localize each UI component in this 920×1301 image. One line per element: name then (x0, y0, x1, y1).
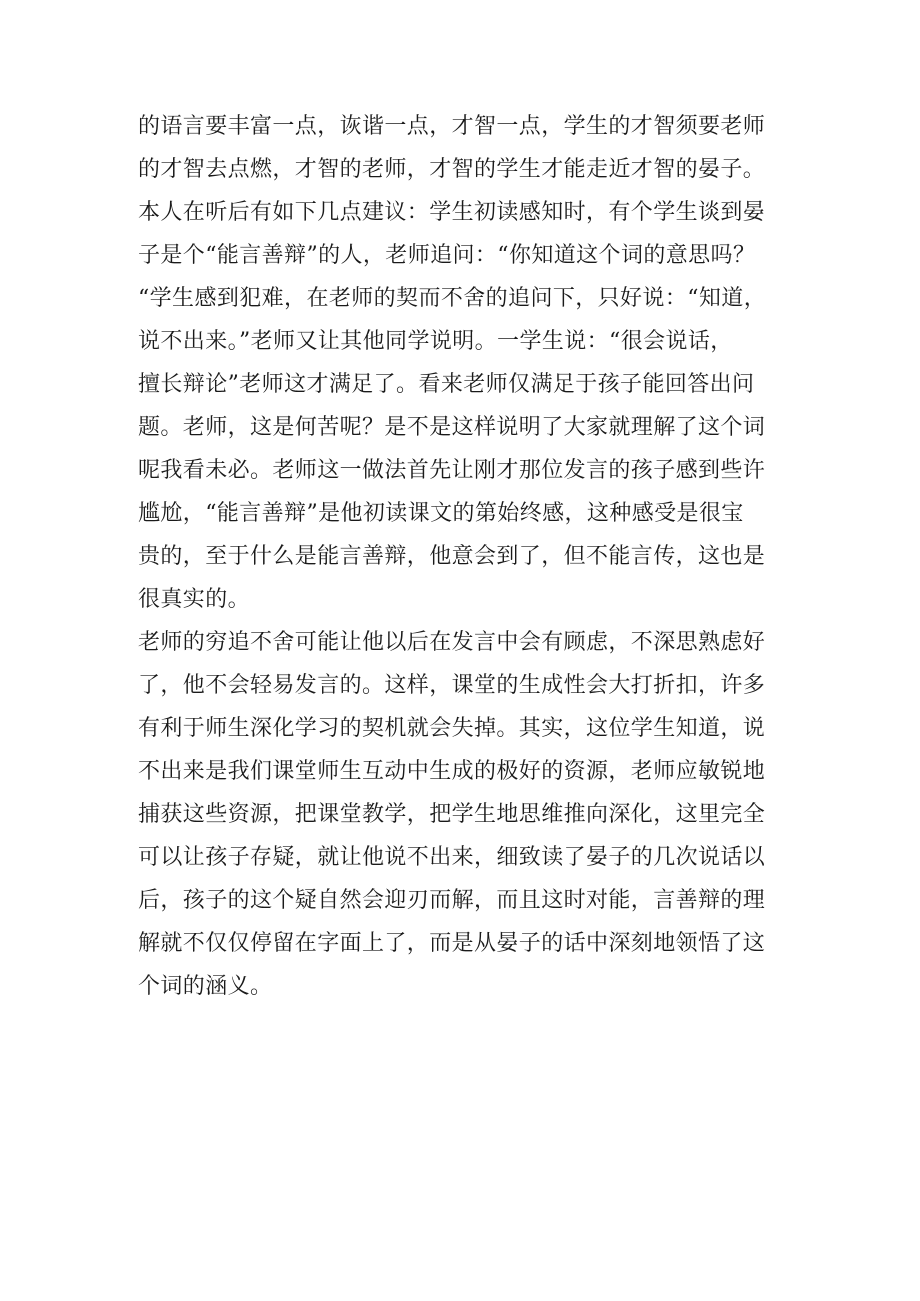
text-line: 后，孩子的这个疑自然会迎刃而解，而且这时对能，言善辩的理 (138, 888, 766, 913)
text-line: 说不出来。”老师又让其他同学说明。一学生说：“很会说话， (138, 329, 733, 354)
text-line: 个词的涵义。 (138, 974, 273, 999)
text-line: 本人在听后有如下几点建议：学生初读感知时，有个学生谈到晏 (138, 200, 766, 225)
text-line: 不出来是我们课堂师生互动中生成的极好的资源，老师应敏锐地 (138, 759, 766, 784)
text-line: 很真实的。 (138, 587, 251, 612)
text-line: 有利于师生深化学习的契机就会失掉。其实，这位学生知道，说 (138, 716, 766, 741)
body-text (138, 105, 798, 1008)
text-line: 贵的，至于什么是能言善辩，他意会到了，但不能言传，这也是 (138, 544, 766, 569)
text-line: 尴尬，“能言善辩”是他初读课文的第始终感，这种感受是很宝 (138, 501, 744, 526)
text-line: 子是个“能言善辩”的人，老师追问：“你知道这个词的意思吗？ (138, 243, 756, 268)
text-line: 的语言要丰富一点，诙谐一点，才智一点，学生的才智须要老师 (138, 114, 766, 139)
text-line: 了，他不会轻易发言的。这样，课堂的生成性会大打折扣，许多 (138, 673, 766, 698)
text-line: 题。老师，这是何苦呢？是不是这样说明了大家就理解了这个词 (138, 415, 766, 440)
text-line: 擅长辩论”老师这才满足了。看来老师仅满足于孩子能回答出问 (138, 372, 755, 397)
text-line: 解就不仅仅停留在字面上了，而是从晏子的话中深刻地领悟了这 (138, 931, 766, 956)
text-line: 老师的穷追不舍可能让他以后在发言中会有顾虑，不深思熟虑好 (138, 630, 766, 655)
text-line: “学生感到犯难，在老师的契而不舍的追问下，只好说：“知道， (138, 286, 767, 311)
text-line: 可以让孩子存疑，就让他说不出来，细致读了晏子的几次说话以 (138, 845, 766, 870)
text-line: 呢我看未必。老师这一做法首先让刚才那位发言的孩子感到些许 (138, 458, 766, 483)
text-line: 捕获这些资源，把课堂教学，把学生地思维推向深化，这里完全 (138, 802, 766, 827)
text-line: 的才智去点燃，才智的老师，才智的学生才能走近才智的晏子。 (138, 157, 766, 182)
